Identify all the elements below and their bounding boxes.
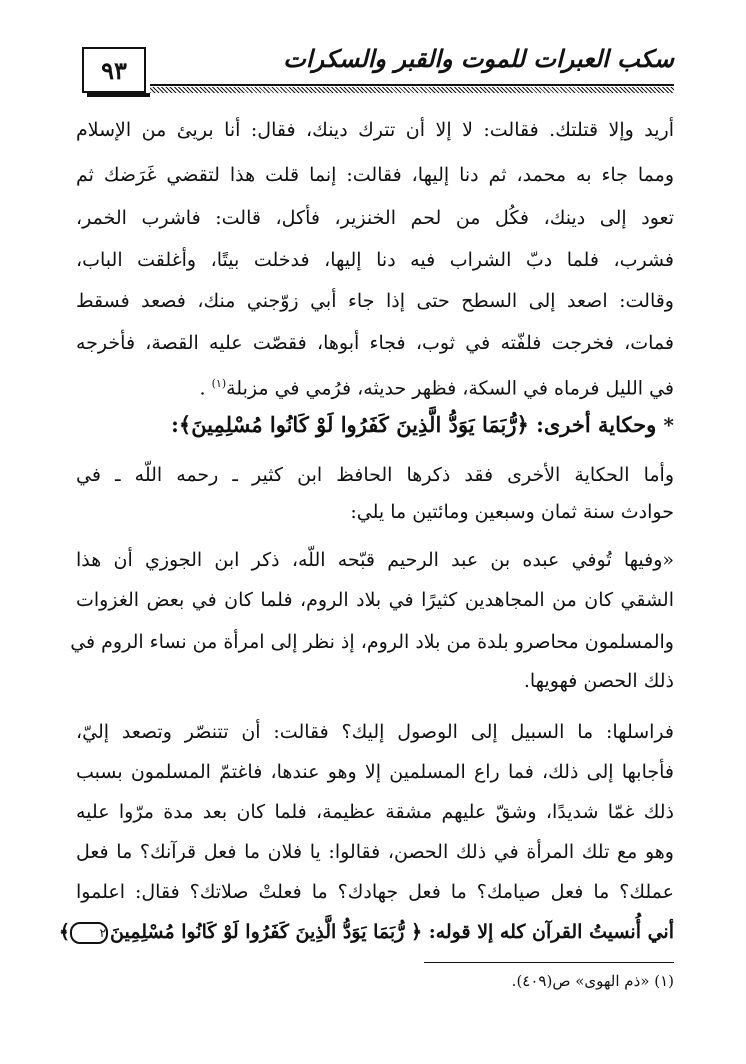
footnote: (١) «ذم الهوى» ص(٤٠٩). — [511, 972, 674, 990]
header-hatch-rule — [150, 87, 674, 93]
text-line-last: ذلك الحصن فهويها. — [523, 670, 674, 692]
text-line-last: حوادث سنة ثمان وسبعين ومائتين ما يلي: — [350, 501, 674, 523]
page-number: ٩٣ — [82, 47, 146, 93]
text-fragment: أني أُنسيتُ القرآن كله إلا قوله: ﴿ رُّبَمَا يَوَدُّ الَّذِينَ كَفَرُوا لَوْ كَانُوا مُسْلِمِينَ — [110, 921, 674, 943]
text-line: ومما جاء به محمد، ثم دنا إليها، فقالت: إنما قلت هذا لتقضي غَرَضك ثم — [76, 164, 674, 186]
text-line: فراسلها: ما السبيل إلى الوصول إليك؟ فقالت: أن تتنصّر وتصعد إليّ، — [76, 721, 674, 743]
text-line: تعود إلى دينك، فكُل من لحم الخنزير، فأكل، قالت: فاشرب الخمر، — [76, 207, 674, 229]
text-line: عملك؟ ما فعل صيامك؟ ما فعل جهادك؟ ما فعلتْ صلاتك؟ فقال: اعلموا — [76, 881, 674, 903]
star-bullet: * — [663, 413, 674, 437]
heading-text: وحكاية أخرى: ﴿رُّبَمَا يَوَدُّ الَّذِينَ كَفَرُوا لَوْ كَانُوا مُسْلِمِينَ﴾: — [171, 412, 657, 437]
text-line: فأجابها إلى ذلك، فما راع المسلمين إلا وهو عندها، فاغتمّ المسلمون بسبب — [76, 761, 674, 783]
running-header-title: سكب العبرات للموت والقبر والسكرات — [283, 44, 674, 73]
text-fragment: . — [199, 377, 212, 400]
footnote-rule — [424, 962, 674, 963]
text-line: أريد وإلا قتلتك. فقالت: لا إلا أن تترك دينك، فقال: أنا بريئ من الإسلام — [76, 119, 674, 141]
text-fragment: في الليل فرماه في السكة، فظهر حديثه، فرُمي في مزبلة — [226, 377, 674, 400]
text-line: وهو مع تلك المرأة في ذلك الحصن، فقالوا: يا فلان ما فعل قرآنك؟ ما فعل — [76, 841, 674, 863]
text-line: «وفيها تُوفي عبده بن عبد الرحيم قبّحه اللّه، ذكر ابن الجوزي أن هذا — [76, 549, 674, 571]
section-heading — [76, 405, 674, 445]
text-line: وأما الحكاية الأخرى فقد ذكرها الحافظ ابن كثير ـ رحمه اللّه ـ في — [76, 464, 674, 486]
verse-number: ٢ — [70, 922, 108, 944]
text-line-last — [76, 364, 674, 404]
text-line-last: أني أُنسيتُ القرآن كله إلا قوله: ﴿ رُّبَمَا يَوَدُّ الَّذِينَ كَفَرُوا لَوْ كَانُوا مُسْلِمِينَ٢﴾ — [58, 921, 674, 943]
footnote-marker: (١) — [211, 377, 227, 390]
text-line: وقالت: اصعد إلى السطح حتى إذا جاء أبي زوّجني منك، فصعد فسقط — [76, 290, 674, 312]
text-line: الشقي كان من المجاهدين كثيرًا في بلاد الروم، فلما كان في بعض الغزوات — [76, 589, 674, 611]
text-line: فمات، فخرجت فلفّته في ثوب، فجاء أبوها، فقصّت عليه القصة، فأخرجه — [76, 332, 674, 354]
text-line: والمسلمون محاصرو بلدة من بلاد الروم، إذ نظر إلى امرأة من نساء الروم في — [70, 631, 674, 653]
text-line: فشرب، فلما دبّ الشراب فيه دنا إليها، فدخلت بيتًا، وأغلقت الباب، — [76, 249, 674, 271]
text-line: ذلك غمّا شديدًا، وشقّ عليهم مشقة عظيمة، فلما كان بعد مدة مرّوا عليه — [76, 801, 674, 823]
header-rule — [150, 84, 674, 86]
